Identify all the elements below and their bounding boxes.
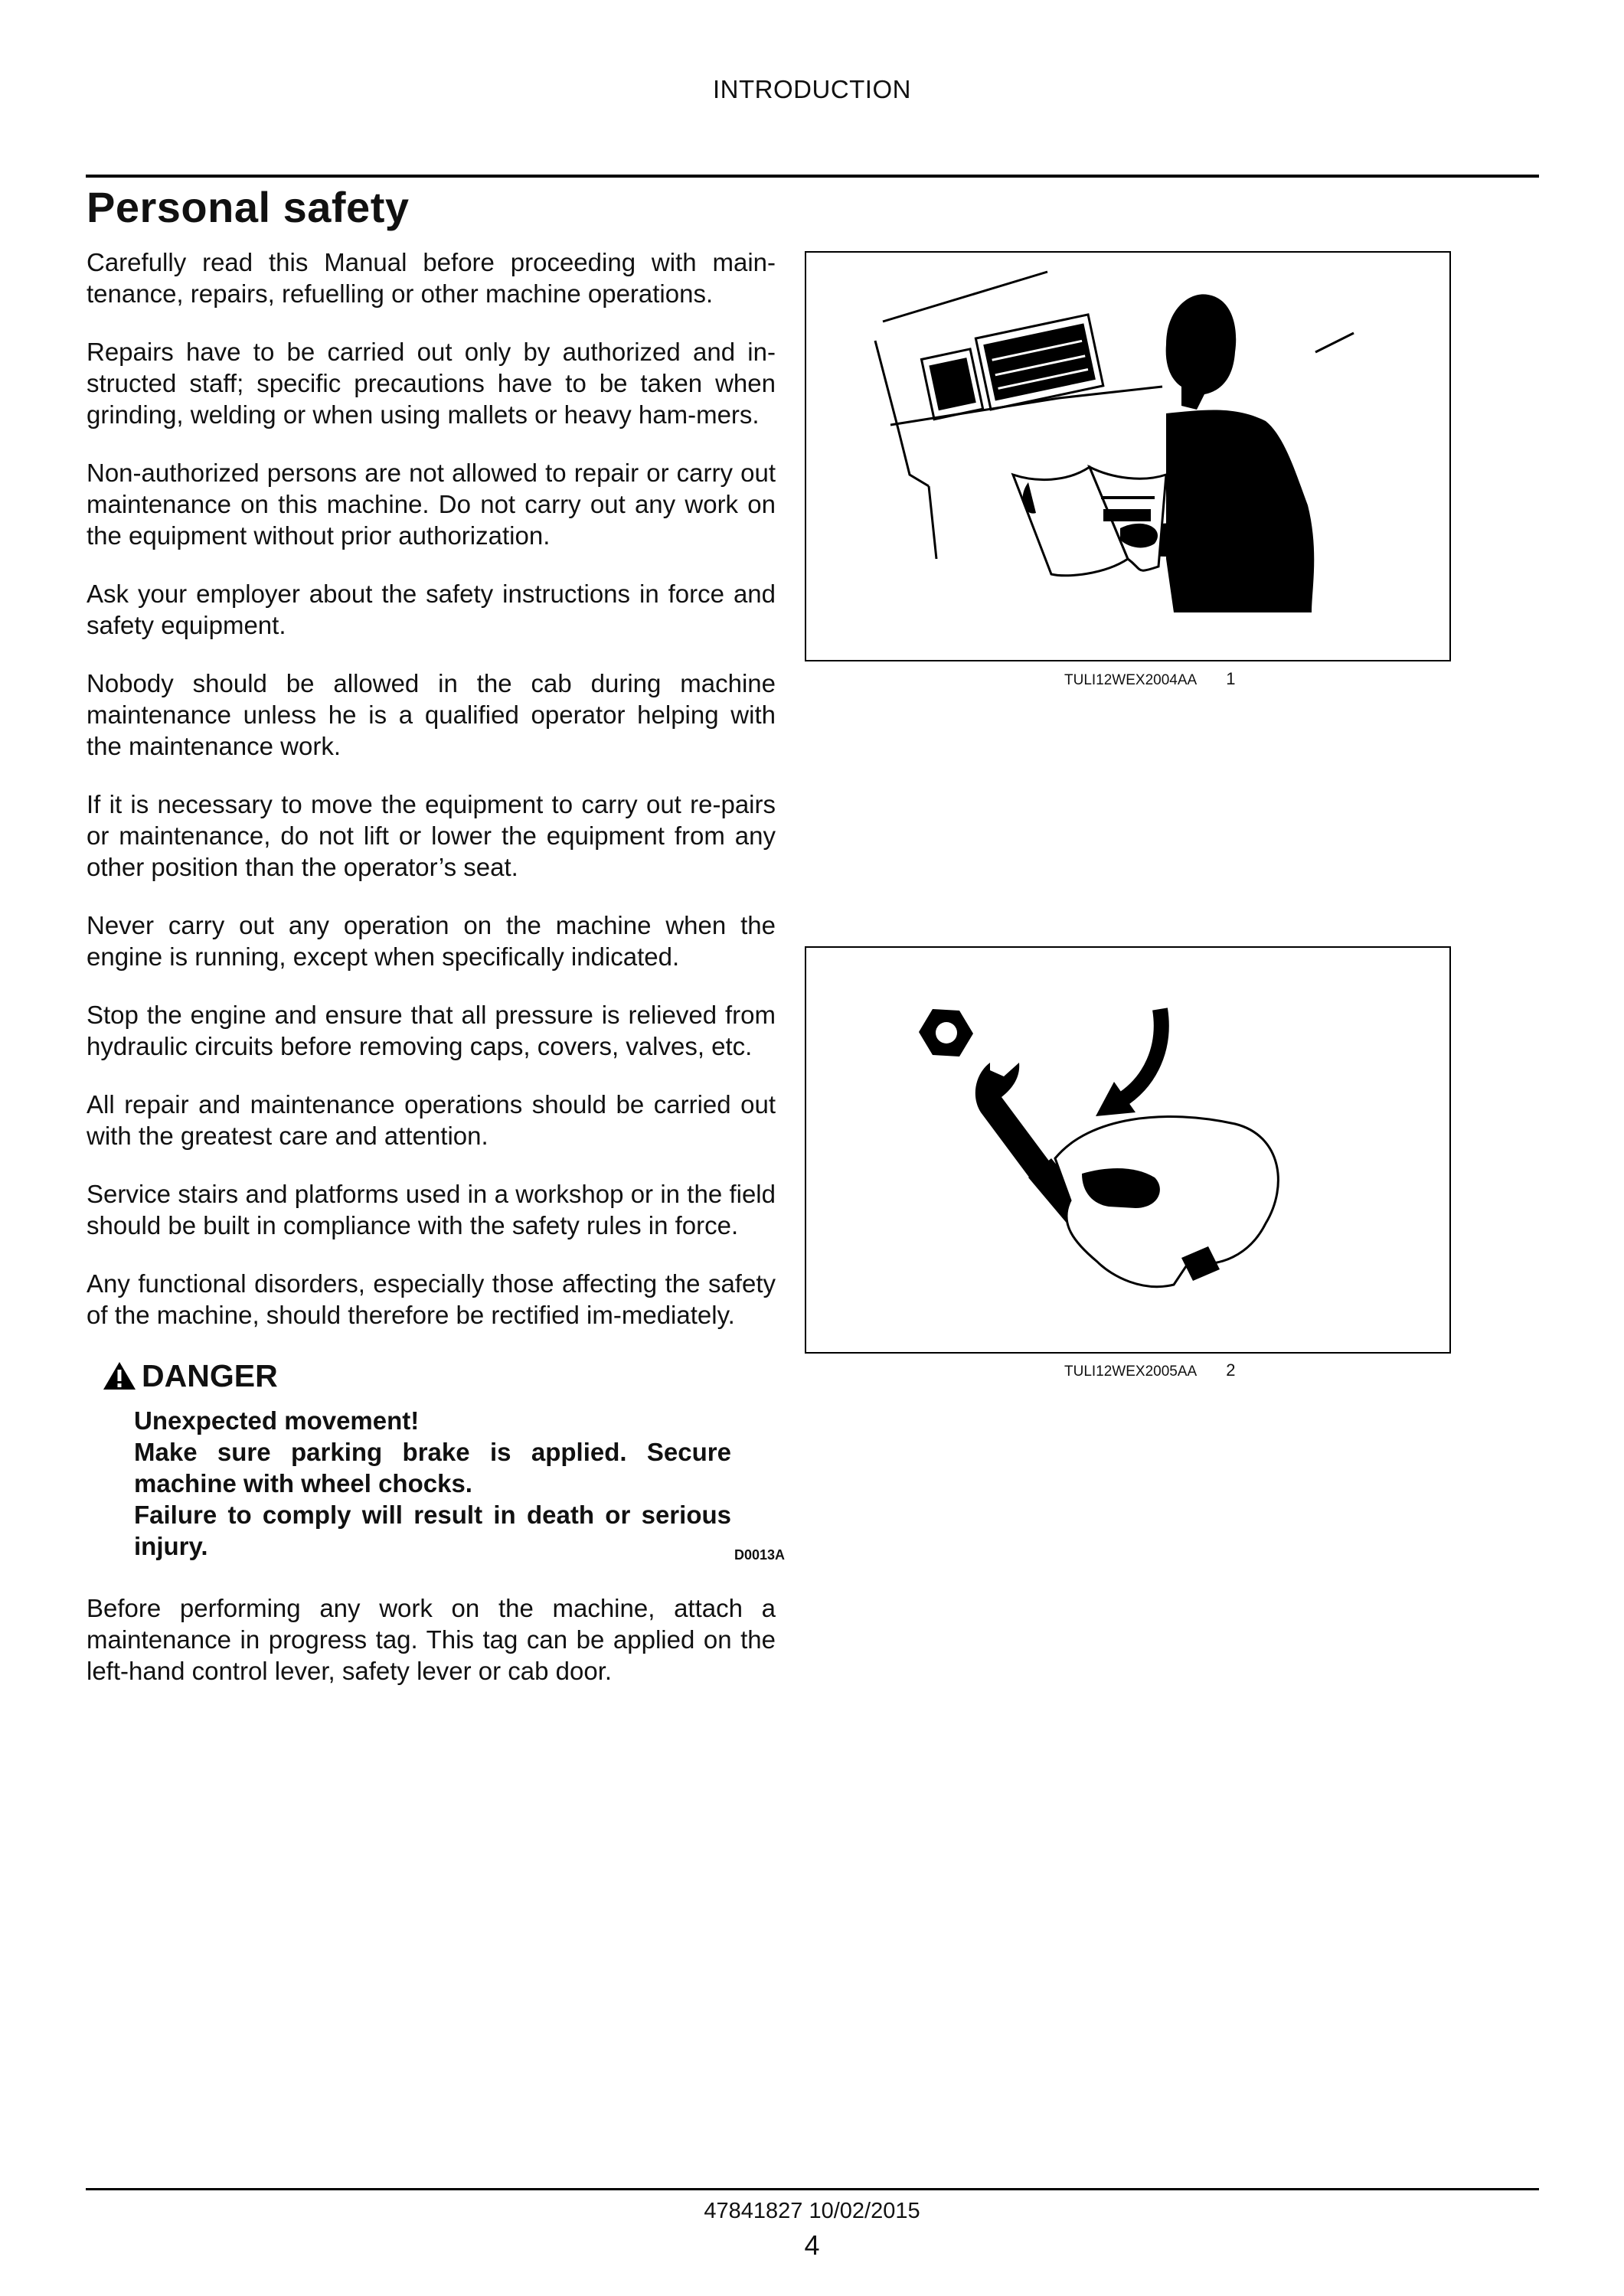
figure-number: 1 <box>1226 669 1236 688</box>
paragraph: Repairs have to be carried out only by authorized and in-structed staff; specific precautions have to be taken when grinding, welding or when using mallets or heavy ham-mers. <box>87 338 776 429</box>
hand-wrench-illustration <box>806 948 1449 1352</box>
person-reading-manual-illustration <box>806 253 1449 660</box>
paragraph: Before performing any work on the machine, attach a maintenance in progress tag. This tag can be applied on the left-hand control lever, safety lever or cab door. <box>87 1594 776 1685</box>
figure-caption <box>1064 1360 1235 1380</box>
danger-line: Failure to comply will result in death or serious injury. <box>134 1501 731 1560</box>
figure-hand-wrench <box>805 946 1451 1354</box>
danger-label: DANGER <box>142 1358 278 1393</box>
paragraph: Nobody should be allowed in the cab during machine maintenance unless he is a qualified operator helping with the maintenance work. <box>87 669 776 760</box>
footer-doc-id: 47841827 10/02/2015 <box>704 2199 920 2223</box>
danger-line: Make sure parking brake is applied. Secure machine with wheel chocks. <box>134 1438 731 1497</box>
figure-number: 2 <box>1226 1360 1236 1380</box>
paragraph: If it is necessary to move the equipment to carry out re-pairs or maintenance, do not lift or lower the equipment from any other position than the operator’s seat. <box>87 790 776 881</box>
danger-text <box>134 1405 785 1563</box>
paragraph: Non-authorized persons are not allowed to repair or carry out maintenance on this machine. Do not carry out any work on the equipment without prior authorization. <box>87 459 776 550</box>
page-number: 4 <box>804 2229 820 2261</box>
paragraph: Carefully read this Manual before proceeding with main-tenance, repairs, refuelling or other machine operations. <box>87 248 776 308</box>
paragraph: Ask your employer about the safety instructions in force and safety equipment. <box>87 580 776 639</box>
paragraph: All repair and maintenance operations should be carried out with the greatest care and attention. <box>87 1090 776 1150</box>
figure-caption <box>1064 669 1235 689</box>
figure-code: TULI12WEX2004AA <box>1064 672 1198 688</box>
warning-triangle-icon <box>102 1360 137 1391</box>
paragraph: Service stairs and platforms used in a workshop or in the field should be built in compliance with the safety rules in force. <box>87 1180 776 1239</box>
wrench-icon <box>975 1063 1053 1181</box>
danger-heading <box>102 1357 776 1394</box>
header-rule <box>86 175 1539 178</box>
figure-code: TULI12WEX2005AA <box>1064 1364 1198 1380</box>
paragraph: Never carry out any operation on the machine when the engine is running, except when specifically indicated. <box>87 911 776 971</box>
curved-arrow-icon <box>1120 1009 1162 1101</box>
paragraph: Stop the engine and ensure that all pressure is relieved from hydraulic circuits before removing caps, covers, valves, etc. <box>87 1001 776 1060</box>
paragraph: Any functional disorders, especially those affecting the safety of the machine, should therefore be rectified im-mediately. <box>87 1269 776 1329</box>
danger-line: Unexpected movement! <box>134 1406 420 1435</box>
figure-read-manual <box>805 251 1451 661</box>
footer-rule <box>86 2188 1539 2190</box>
body-column <box>87 247 785 1713</box>
page-title: Personal safety <box>87 183 410 231</box>
danger-notice <box>102 1357 785 1563</box>
running-header: INTRODUCTION <box>713 75 911 103</box>
danger-code: D0013A <box>734 1547 785 1563</box>
